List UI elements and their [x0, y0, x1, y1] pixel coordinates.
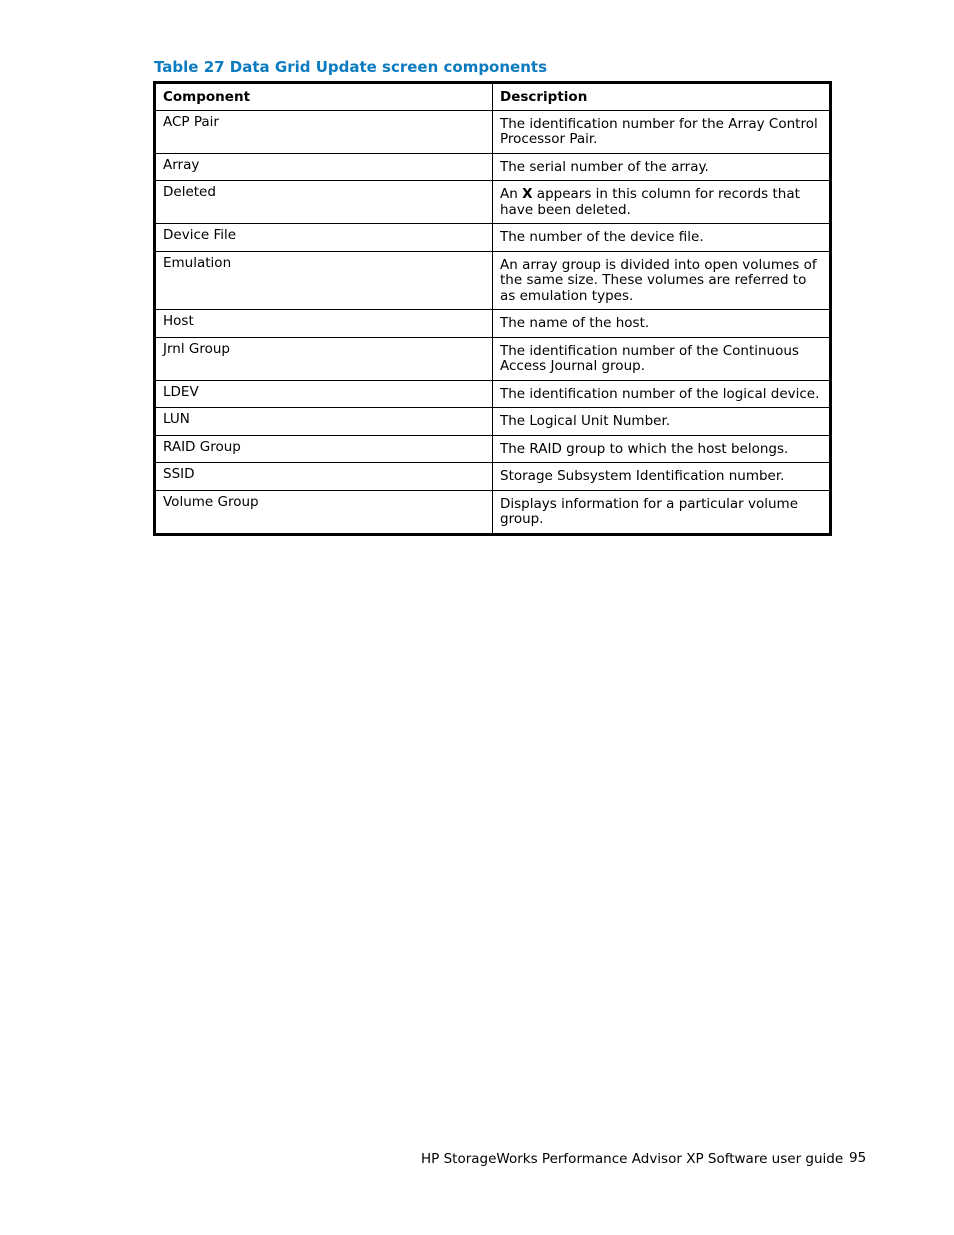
table-row: [155, 251, 831, 310]
page-number: 95: [849, 1150, 867, 1166]
table-row: [155, 435, 831, 463]
table-row: [155, 380, 831, 408]
component-cell: RAID Group: [155, 435, 493, 463]
column-header-description: Description: [493, 83, 831, 111]
table-caption: Table 27 Data Grid Update screen components: [154, 58, 547, 76]
table-row: [155, 310, 831, 338]
description-text: An: [500, 186, 523, 202]
component-cell: ACP Pair: [155, 110, 493, 153]
description-text: appears in this column for records that have been deleted.: [500, 186, 800, 218]
description-cell: The identification number for the Array Control Processor Pair.: [493, 110, 831, 153]
component-cell: LUN: [155, 408, 493, 436]
component-cell: Volume Group: [155, 490, 493, 534]
description-cell: An array group is divided into open volumes of the same size. These volumes are referred to as emulation types.: [493, 251, 831, 310]
column-header-component: Component: [155, 83, 493, 111]
component-cell: LDEV: [155, 380, 493, 408]
table-row: [155, 181, 831, 224]
description-cell: The identification number of the Continuous Access Journal group.: [493, 337, 831, 380]
component-cell: Host: [155, 310, 493, 338]
footer-document-title: HP StorageWorks Performance Advisor XP Software user guide: [421, 1151, 844, 1167]
description-cell: The identification number of the logical device.: [493, 380, 831, 408]
description-cell: The name of the host.: [493, 310, 831, 338]
description-cell: Displays information for a particular volume group.: [493, 490, 831, 534]
description-cell: The RAID group to which the host belongs.: [493, 435, 831, 463]
description-cell: The serial number of the array.: [493, 153, 831, 181]
component-cell: Deleted: [155, 181, 493, 224]
table-row: [155, 153, 831, 181]
component-cell: Emulation: [155, 251, 493, 310]
table-row: [155, 337, 831, 380]
table-row: [155, 490, 831, 534]
description-cell: [493, 181, 831, 224]
description-cell: The number of the device file.: [493, 224, 831, 252]
description-cell: Storage Subsystem Identification number.: [493, 463, 831, 491]
component-cell: Device File: [155, 224, 493, 252]
component-cell: Array: [155, 153, 493, 181]
component-cell: SSID: [155, 463, 493, 491]
component-cell: Jrnl Group: [155, 337, 493, 380]
description-bold-marker: X: [522, 186, 533, 202]
table-row: [155, 463, 831, 491]
description-cell: The Logical Unit Number.: [493, 408, 831, 436]
table-row: [155, 408, 831, 436]
table-row: [155, 110, 831, 153]
table-header-row: [155, 83, 831, 111]
table-row: [155, 224, 831, 252]
components-table: [153, 81, 832, 536]
